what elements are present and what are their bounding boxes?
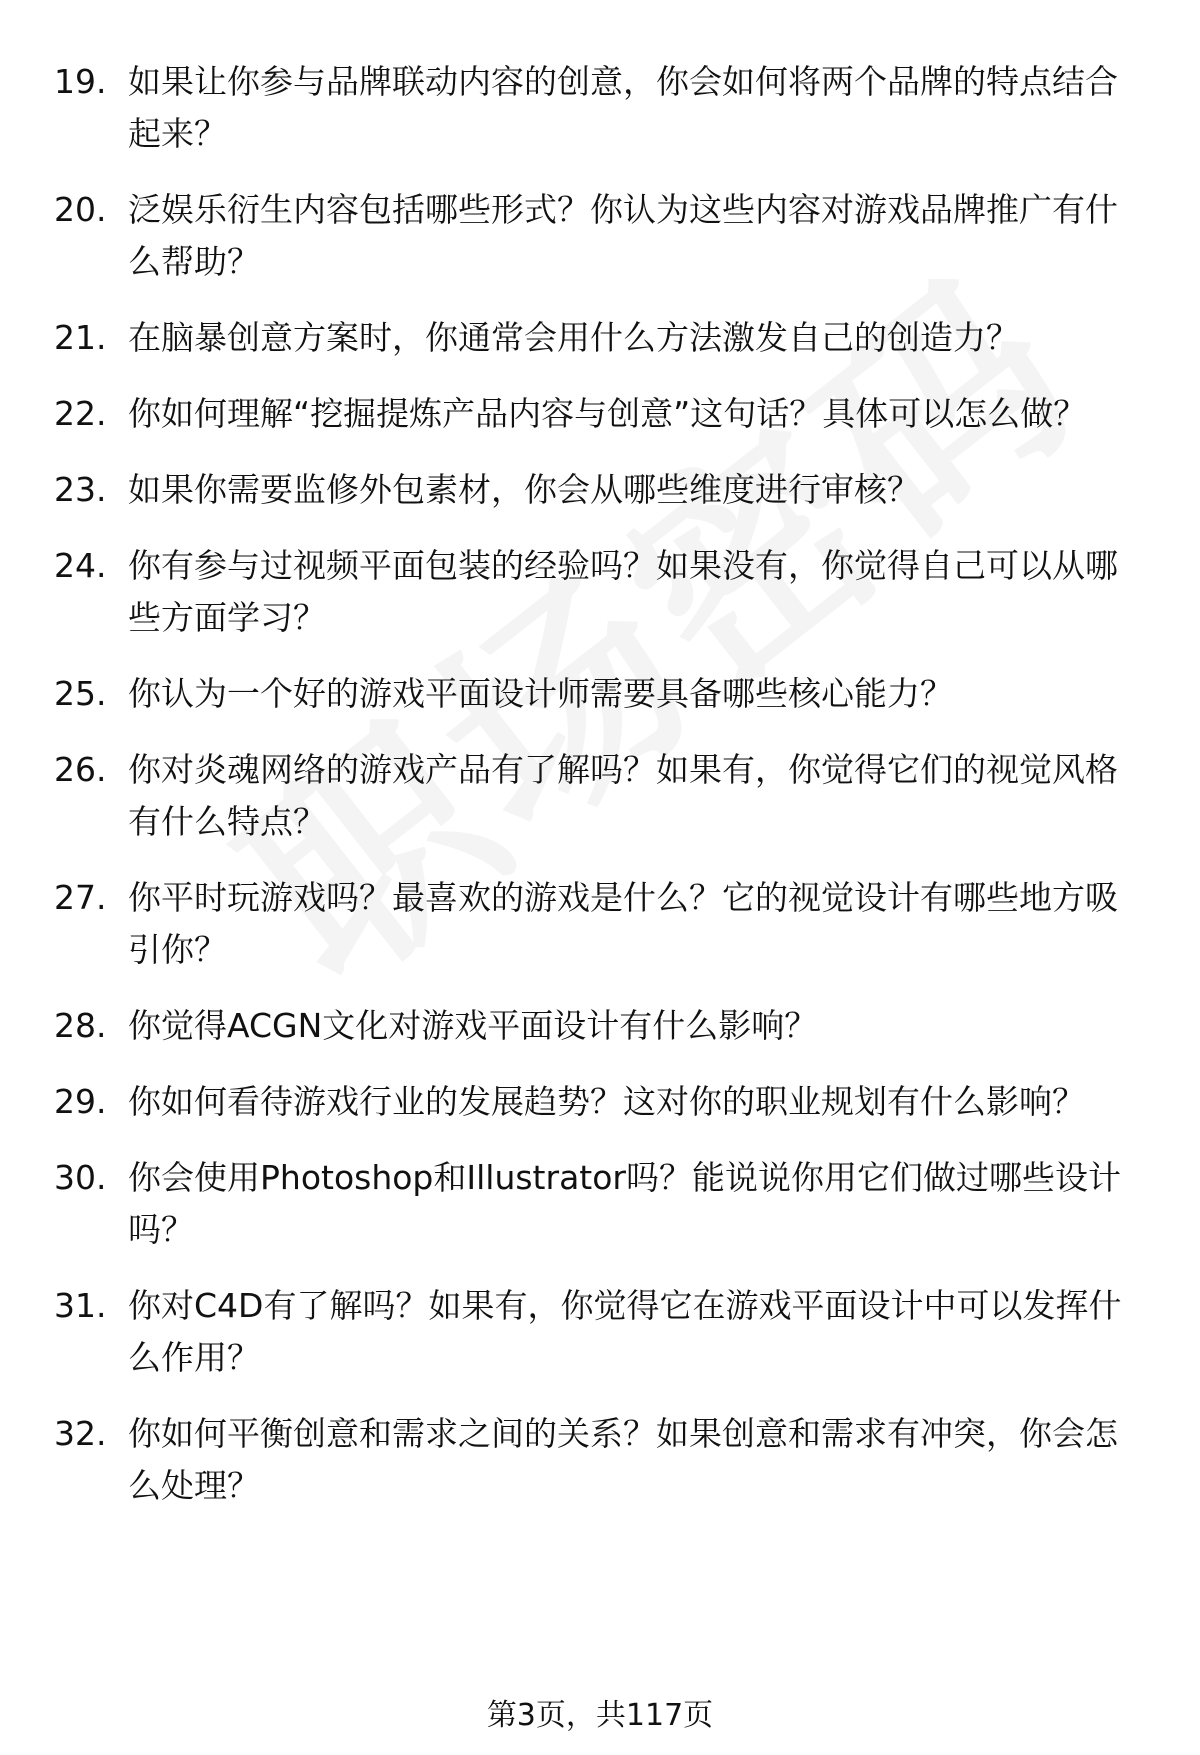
question-text: 泛娱乐衍生内容包括哪些形式？你认为这些内容对游戏品牌推广有什么帮助？ bbox=[128, 190, 1118, 281]
list-item bbox=[0, 312, 1200, 364]
list-item bbox=[0, 56, 1200, 160]
question-text: 你会使用Photoshop和Illustrator吗？能说说你用它们做过哪些设计吗？ bbox=[128, 1158, 1121, 1249]
question-number: 24. bbox=[54, 546, 107, 585]
page-footer: 第3页，共117页 bbox=[486, 1698, 714, 1733]
question-number: 25. bbox=[54, 674, 107, 713]
question-number: 20. bbox=[54, 190, 107, 229]
list-item bbox=[0, 1076, 1200, 1128]
question-text: 你觉得ACGN文化对游戏平面设计有什么影响？ bbox=[128, 1006, 818, 1045]
question-number: 29. bbox=[54, 1082, 107, 1121]
list-item bbox=[0, 464, 1200, 516]
question-text: 在脑暴创意方案时，你通常会用什么方法激发自己的创造力？ bbox=[128, 318, 1019, 357]
question-number: 32. bbox=[54, 1414, 107, 1453]
question-number: 26. bbox=[54, 750, 107, 789]
list-item bbox=[0, 668, 1200, 720]
list-item bbox=[0, 744, 1200, 848]
question-text: 你有参与过视频平面包装的经验吗？如果没有，你觉得自己可以从哪些方面学习？ bbox=[128, 546, 1118, 637]
question-number: 19. bbox=[54, 62, 107, 101]
question-number: 30. bbox=[54, 1158, 107, 1197]
question-text: 你对炎魂网络的游戏产品有了解吗？如果有，你觉得它们的视觉风格有什么特点？ bbox=[128, 750, 1118, 841]
list-item bbox=[0, 1000, 1200, 1052]
question-text: 你平时玩游戏吗？最喜欢的游戏是什么？它的视觉设计有哪些地方吸引你？ bbox=[128, 878, 1118, 969]
question-text: 你对C4D有了解吗？如果有，你觉得它在游戏平面设计中可以发挥什么作用？ bbox=[128, 1286, 1122, 1377]
list-item bbox=[0, 872, 1200, 976]
question-list bbox=[0, 56, 1200, 1536]
question-number: 28. bbox=[54, 1006, 107, 1045]
question-number: 23. bbox=[54, 470, 107, 509]
list-item bbox=[0, 1152, 1200, 1256]
question-number: 27. bbox=[54, 878, 107, 917]
question-text: 你如何平衡创意和需求之间的关系？如果创意和需求有冲突，你会怎么处理？ bbox=[128, 1414, 1118, 1505]
question-text: 如果你需要监修外包素材，你会从哪些维度进行审核？ bbox=[128, 470, 920, 509]
question-text: 如果让你参与品牌联动内容的创意，你会如何将两个品牌的特点结合起来？ bbox=[128, 62, 1118, 153]
list-item bbox=[0, 1408, 1200, 1512]
list-item bbox=[0, 1280, 1200, 1384]
list-item bbox=[0, 184, 1200, 288]
list-item bbox=[0, 540, 1200, 644]
question-text: 你认为一个好的游戏平面设计师需要具备哪些核心能力？ bbox=[128, 674, 953, 713]
question-text: 你如何理解“挖掘提炼产品内容与创意”这句话？具体可以怎么做？ bbox=[128, 394, 1087, 433]
question-number: 22. bbox=[54, 394, 107, 433]
list-item bbox=[0, 388, 1200, 440]
question-number: 21. bbox=[54, 318, 107, 357]
question-text: 你如何看待游戏行业的发展趋势？这对你的职业规划有什么影响？ bbox=[128, 1082, 1085, 1121]
question-number: 31. bbox=[54, 1286, 107, 1325]
